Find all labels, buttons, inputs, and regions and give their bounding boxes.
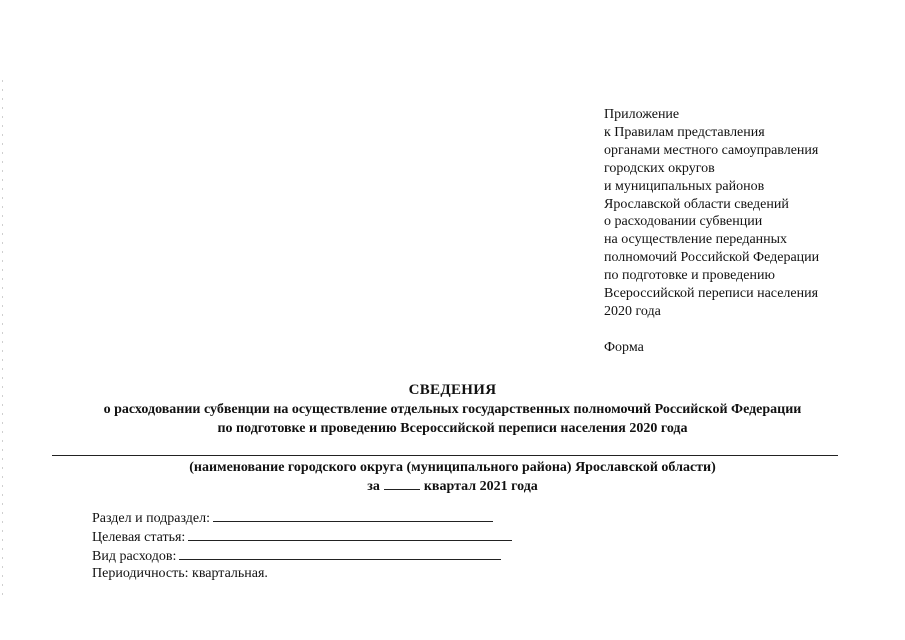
field-periodicity	[92, 565, 522, 583]
field-expense-type-blank[interactable]	[179, 547, 501, 560]
form-fields	[92, 509, 522, 583]
appendix-line: к Правилам представления	[604, 124, 765, 140]
document-title	[0, 381, 905, 438]
field-section-blank[interactable]	[213, 509, 493, 522]
title-line-1: о расходовании субвенции на осуществление отдельных государственных полномочий Российской Федерации	[103, 402, 802, 417]
appendix-line: по подготовке и проведению	[604, 268, 775, 284]
field-periodicity-label: Периодичность: квартальная.	[92, 566, 268, 582]
appendix-note	[604, 106, 899, 357]
appendix-line: Приложение	[604, 107, 680, 122]
scan-edge-artifact	[2, 80, 3, 600]
field-section-label: Раздел и подраздел:	[92, 511, 211, 526]
appendix-line: на осуществление переданных	[604, 232, 788, 248]
field-expense-type	[92, 547, 522, 566]
name-fill-line[interactable]	[52, 455, 838, 456]
appendix-line: Ярославской области сведений	[604, 196, 789, 212]
appendix-line: полномочий Российской Федерации	[604, 250, 820, 266]
quarter-suffix: квартал 2021 года	[423, 479, 538, 494]
caption-block	[0, 458, 905, 496]
field-target-article	[92, 528, 522, 547]
appendix-line: Всероссийской переписи населения	[604, 286, 819, 302]
appendix-line: 2020 года	[604, 303, 661, 319]
appendix-line: органами местного самоуправления	[604, 142, 819, 158]
field-section	[92, 509, 522, 528]
form-label: Форма	[604, 339, 644, 355]
quarter-line	[0, 477, 905, 496]
appendix-line: о расходовании субвенции	[604, 214, 763, 230]
appendix-line: городских округов	[604, 160, 715, 176]
title-line-2: по подготовке и проведению Всероссийской переписи населения 2020 года	[217, 421, 688, 436]
name-hint: (наименование городского округа (муниципального района) Ярославской области)	[189, 460, 716, 475]
field-target-article-label: Целевая статья:	[92, 529, 186, 545]
field-expense-type-label: Вид расходов:	[92, 548, 177, 564]
field-target-article-blank[interactable]	[188, 528, 512, 541]
title-main: СВЕДЕНИЯ	[408, 382, 497, 398]
quarter-prefix: за	[367, 479, 380, 494]
appendix-line: и муниципальных районов	[604, 178, 765, 194]
quarter-blank[interactable]	[384, 477, 420, 490]
